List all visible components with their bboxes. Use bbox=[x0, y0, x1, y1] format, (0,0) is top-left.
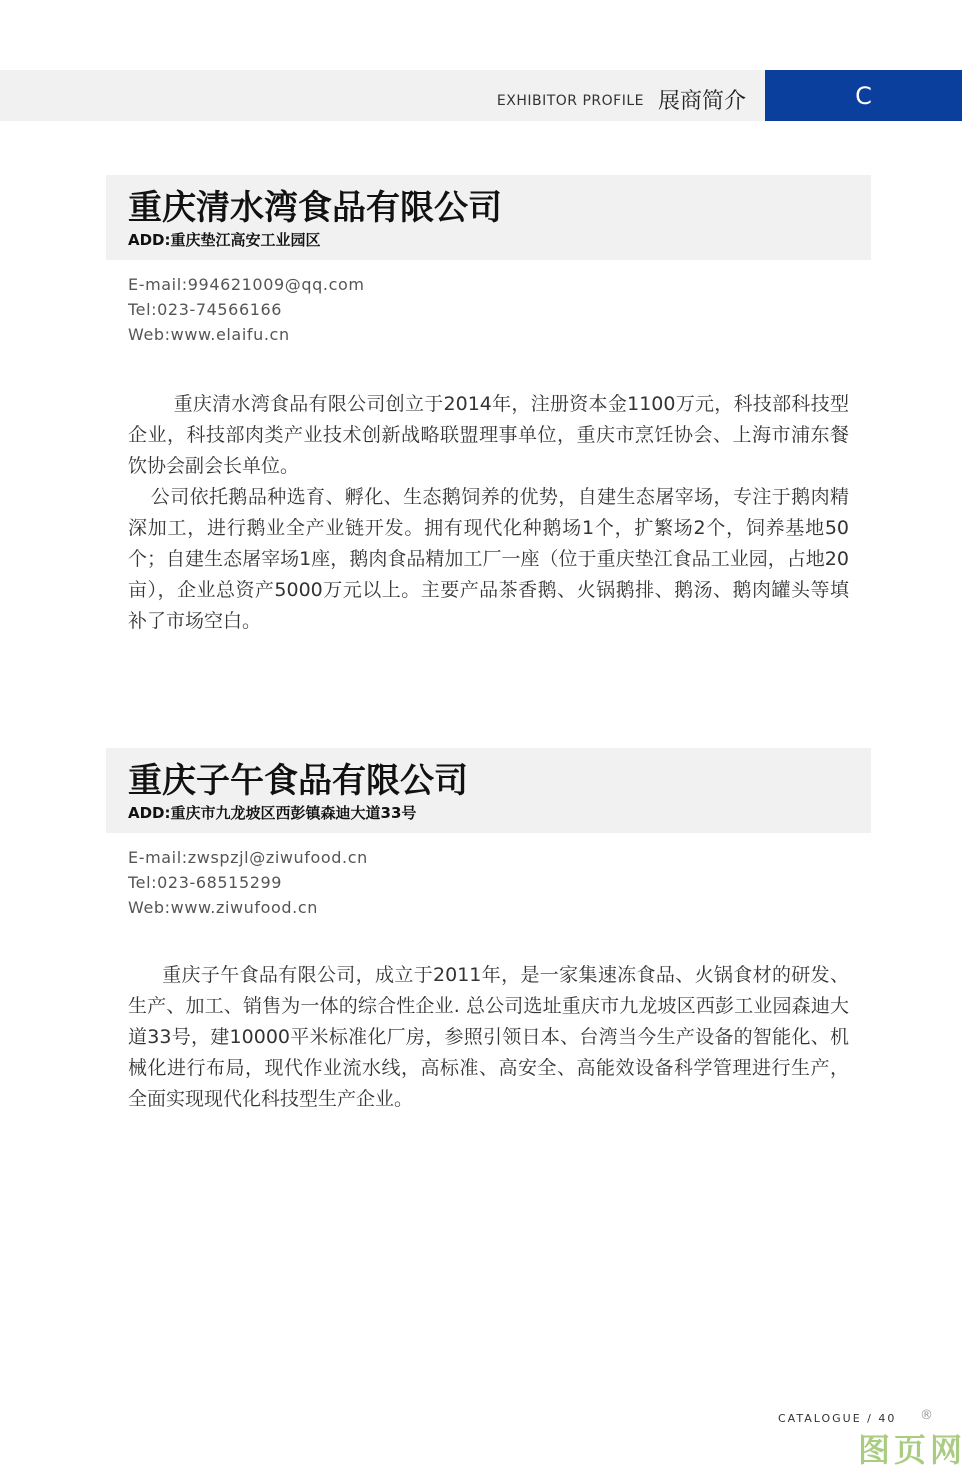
company-profile-1 bbox=[106, 175, 871, 637]
company-header bbox=[106, 748, 871, 833]
company-tel: Tel:023-68515299 bbox=[128, 873, 283, 892]
page-footer bbox=[778, 1408, 933, 1425]
company-address: ADD:重庆市九龙坡区西彭镇森迪大道33号 bbox=[128, 804, 417, 822]
watermark-logo: 图页网 bbox=[858, 1431, 967, 1469]
description-paragraph: 重庆子午食品有限公司，成立于2011年，是一家集速冻食品、火锅食材的研发、生产、加工、销售为一体的综合性企业. 总公司选址重庆市九龙坡区西彭工业园森迪大道33号，建10000平米标准化厂房，参照引领日本、台湾当今生产设备的智能化、机械化进行布局，现代作业流水线，高标准、高安全、高能效设备科学管理进行生产，全面实现现代化科技型生产企业。 bbox=[128, 964, 849, 1110]
company-description bbox=[106, 389, 849, 637]
company-profile-2 bbox=[106, 748, 871, 1115]
company-web: Web:www.ziwufood.cn bbox=[128, 898, 319, 917]
company-header bbox=[106, 175, 871, 260]
company-email: E-mail:zwspzjl@ziwufood.cn bbox=[128, 848, 368, 867]
company-name: 重庆子午食品有限公司 bbox=[128, 761, 468, 801]
section-tab bbox=[765, 70, 962, 121]
contact-info bbox=[106, 272, 871, 347]
description-paragraph: 公司依托鹅品种选育、孵化、生态鹅饲养的优势，自建生态屠宰场，专注于鹅肉精深加工，进行鹅业全产业链开发。拥有现代化种鹅场1个，扩繁场2个，饲养基地50个；自建生态屠宰场1座，鹅肉食品精加工厂一座（位于重庆垫江食品工业园，占地20亩），企业总资产5000万元以上。主要产品茶香鹅、火锅鹅排、鹅汤、鹅肉罐头等填补了市场空白。 bbox=[128, 486, 849, 632]
company-name: 重庆清水湾食品有限公司 bbox=[128, 188, 502, 228]
section-letter: C bbox=[855, 81, 872, 110]
registered-mark-icon: ® bbox=[920, 1408, 933, 1423]
header-label-en: EXHIBITOR PROFILE bbox=[496, 93, 644, 109]
company-tel: Tel:023-74566166 bbox=[128, 300, 283, 319]
company-address: ADD:重庆垫江高安工业园区 bbox=[128, 231, 321, 249]
company-description bbox=[106, 960, 849, 1115]
company-email: E-mail:994621009@qq.com bbox=[128, 275, 365, 294]
header-label-cn: 展商简介 bbox=[657, 89, 746, 114]
contact-info bbox=[106, 845, 871, 920]
catalogue-page-number: CATALOGUE / 40 bbox=[778, 1412, 897, 1425]
company-web: Web:www.elaifu.cn bbox=[128, 325, 290, 344]
description-paragraph: 重庆清水湾食品有限公司创立于2014年，注册资本金1100万元，科技部科技型企业，科技部肉类产业技术创新战略联盟理事单位，重庆市烹饪协会、上海市浦东餐饮协会副会长单位。 bbox=[128, 393, 849, 477]
